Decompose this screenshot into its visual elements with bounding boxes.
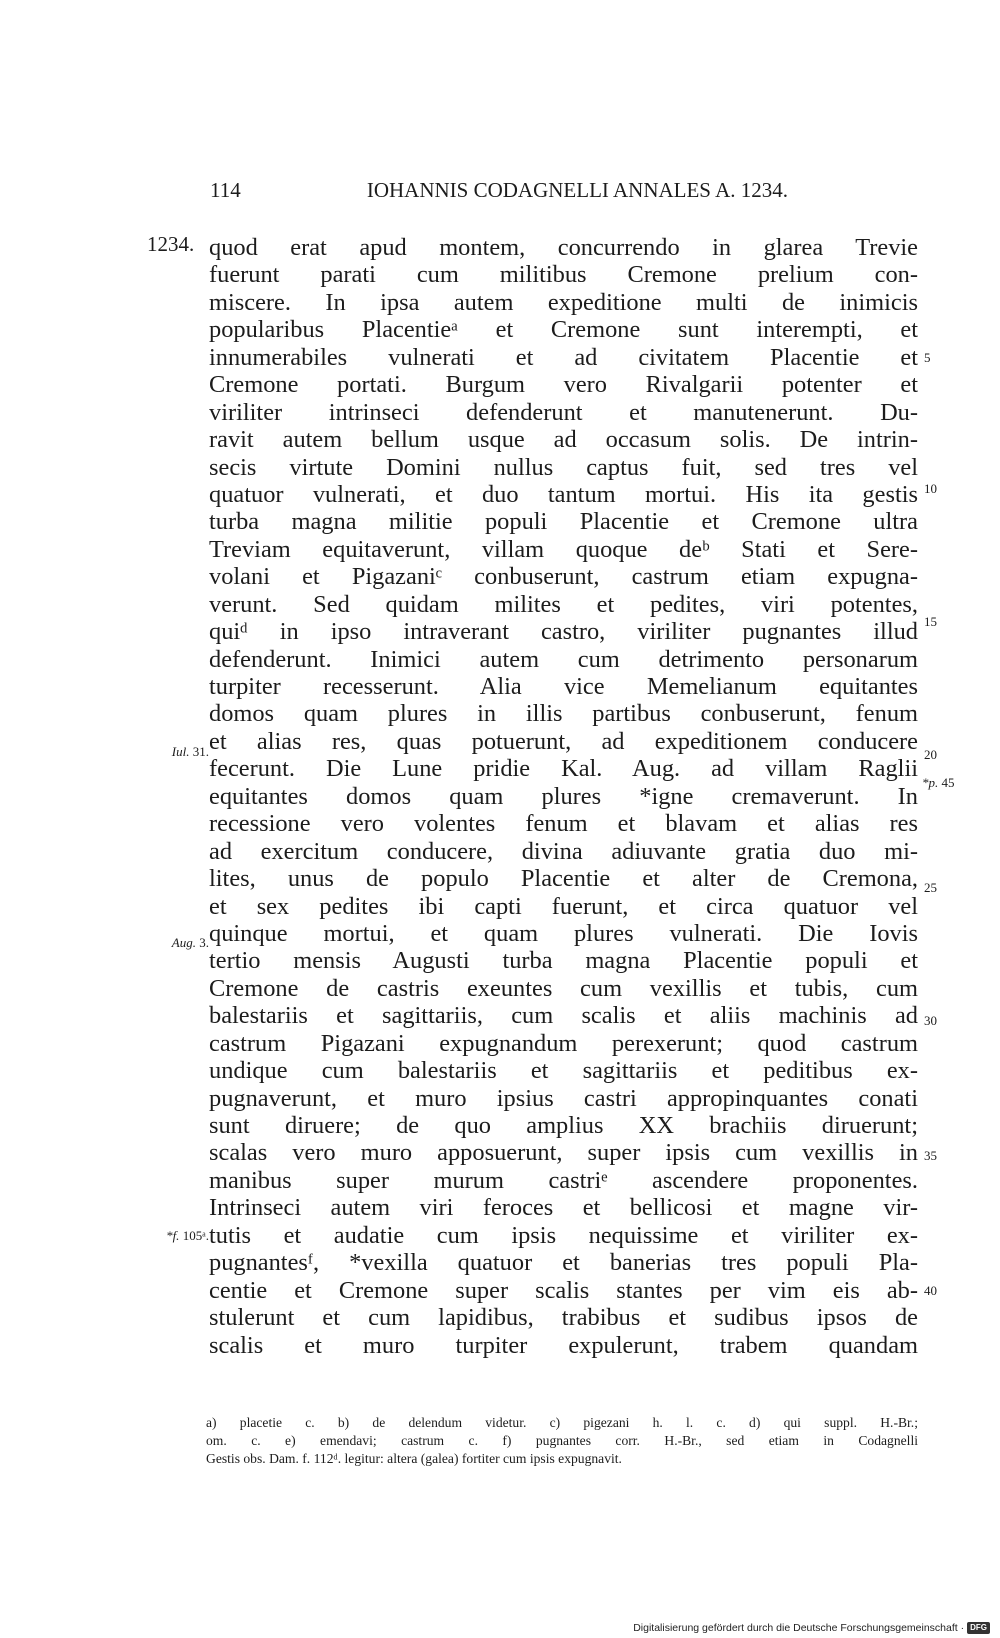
text-line: balestariis et sagittariis, cum scalis et aliis machinis ad <box>209 1002 918 1030</box>
page-number: 114 <box>210 178 241 202</box>
line-number: 30 <box>924 1013 937 1028</box>
year-margin-note: 1234. <box>147 232 195 256</box>
text-line: et sex pedites ibi capti fuerunt, et circa quatuor vel <box>209 892 918 920</box>
text-line: equitantes domos quam plures *igne cremaverunt. In <box>209 782 918 810</box>
text-line: defenderunt. Inimici autem cum detrimento personarum <box>209 645 918 673</box>
text-line: stulerunt et cum lapidibus, trabibus et sudibus ipsos de <box>209 1304 918 1332</box>
text-line: domos quam plures in illis partibus conbuserunt, fenum <box>209 700 918 728</box>
text-line: miscere. In ipsa autem expeditione multi de inimicis <box>209 288 918 316</box>
footnotes <box>206 1414 918 1468</box>
line-number: 40 <box>924 1283 937 1298</box>
dfg-logo: DFG <box>967 1622 990 1634</box>
text-line: tertio mensis Augusti turba magna Placentie populi et <box>209 947 918 975</box>
text-line: Treviam equitaverunt, villam quoque deᵇ Stati et Sere- <box>209 535 918 563</box>
text-line: pugnaverunt, et muro ipsius castri appropinquantes conati <box>209 1084 918 1112</box>
text-line: tutis et audatie cum ipsis nequissime et viriliter ex- <box>209 1221 918 1249</box>
text-line: Intrinseci autem viri feroces et bellicosi et magne vir- <box>209 1194 918 1222</box>
text-line: recessione vero volentes fenum et blavam et alias res <box>209 810 918 838</box>
text-line: manibus super murum castriᵉ ascendere proponentes. <box>209 1166 918 1194</box>
line-number: 5 <box>924 350 931 365</box>
text-line: Cremone portati. Burgum vero Rivalgarii potenter et <box>209 371 918 399</box>
text-line: scalis et muro turpiter expulerunt, trabem quandam <box>209 1331 918 1359</box>
text-line: et alias res, quas potuerunt, ad expeditionem conducere <box>209 727 918 755</box>
text-line: turba magna militie populi Placentie et Cremone ultra <box>209 508 918 536</box>
text-line: undique cum balestariis et sagittariis et peditibus ex- <box>209 1057 918 1085</box>
line-number: 25 <box>924 880 937 895</box>
text-line: quinque mortui, et quam plures vulnerati. Die Iovis <box>209 919 918 947</box>
text-line: fuerunt parati cum militibus Cremone prelium con- <box>209 261 918 289</box>
running-header <box>210 178 900 203</box>
line-number: 35 <box>924 1148 937 1163</box>
text-line: secis virtute Domini nullus captus fuit, sed tres vel <box>209 453 918 481</box>
text-line: scalas vero muro apposuerunt, super ipsis cum vexillis in <box>209 1139 918 1167</box>
text-line: quiᵈ in ipso intraverant castro, viriliter pugnantes illud <box>209 618 918 646</box>
text-line: centie et Cremone super scalis stantes per vim eis ab- <box>209 1276 918 1304</box>
text-line: popularibus Placentieᵃ et Cremone sunt interempti, et <box>209 316 918 344</box>
margin-date-aug: Aug. 3. <box>171 935 209 950</box>
text-line: viriliter intrinseci defenderunt et manutenerunt. Du- <box>209 398 918 426</box>
text-line: turpiter recesserunt. Alia vice Memelianum equitantes <box>209 673 918 700</box>
footnote-line: a) placetie c. b) de delendum videtur. c) pigezani h. l. c. d) qui suppl. H.-Br.; <box>206 1415 918 1430</box>
text-line: lites, unus de populo Placentie et alter de Cremona, <box>209 865 918 893</box>
text-line: quatuor vulnerati, et duo tantum mortui. His ita gestis <box>209 480 918 508</box>
page-reference: *p. 45 <box>922 775 955 790</box>
margin-folio-ref: *f. 105ᵃ. <box>166 1228 209 1243</box>
text-line: verunt. Sed quidam milites et pedites, viri potentes, <box>209 590 918 618</box>
digitization-credit: Digitalisierung gefördert durch die Deutsche Forschungsgemeinschaft · DFG <box>633 1622 990 1634</box>
footnote-line: Gestis obs. Dam. f. 112ᵈ. legitur: altera (galea) fortiter cum ipsis expugnavit. <box>206 1451 622 1466</box>
margin-date-iul: Iul. 31. <box>171 744 209 759</box>
text-line: ad exercitum conducere, divina adiuvante gratia duo mi- <box>209 837 918 865</box>
text-line: castrum Pigazani expugnandum perexerunt; quod castrum <box>209 1029 918 1057</box>
text-line: pugnantesᶠ, *vexilla quatuor et banerias tres populi Pla- <box>209 1249 918 1277</box>
footnote-line: om. c. e) emendavi; castrum c. f) pugnantes corr. H.-Br., sed etiam in Codagnelli <box>206 1433 918 1448</box>
text-line: ravit autem bellum usque ad occasum solis. De intrin- <box>209 426 918 454</box>
text-line: innumerabiles vulnerati et ad civitatem Placentie et <box>209 343 918 371</box>
line-number: 10 <box>924 481 937 496</box>
text-line: volani et Pigazaniᶜ conbuserunt, castrum etiam expugna- <box>209 563 918 591</box>
text-line: fecerunt. Die Lune pridie Kal. Aug. ad villam Raglii <box>209 755 918 783</box>
text-line: quod erat apud montem, concurrendo in glarea Trevie <box>209 234 918 261</box>
text-line: sunt diruere; de quo amplius XX brachiis diruerunt; <box>209 1112 918 1139</box>
line-number: 20 <box>924 747 937 762</box>
text-line: Cremone de castris exeuntes cum vexillis et tubis, cum <box>209 974 918 1002</box>
line-number: 15 <box>924 614 937 629</box>
main-text <box>209 234 918 1359</box>
running-title: IOHANNIS CODAGNELLI ANNALES A. 1234. <box>366 178 788 202</box>
